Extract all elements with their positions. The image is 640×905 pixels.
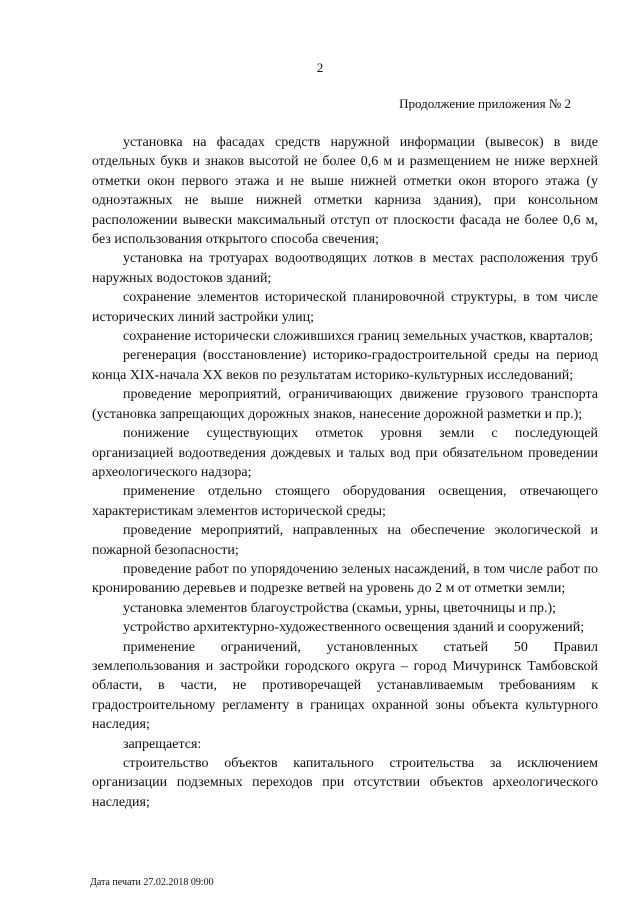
paragraph-2: установка на тротуарах водоотводящих лотков в местах расположения труб наружных водостоков зданий; [92,251,598,286]
document-body [92,133,598,812]
paragraph-6: проведение мероприятий, ограничивающих движение грузового транспорта (установка запрещающих дорожных знаков, нанесение дорожной разметки и пр.); [92,387,598,422]
appendix-continuation-label: Продолжение приложения № 2 [399,96,571,111]
paragraph-15: строительство объектов капитального строительства за исключением организации подземных переходов при отсутствии объектов археологического наследия; [92,756,598,810]
paragraph-14: запрещается: [123,736,202,752]
paragraph-8: применение отдельно стоящего оборудования освещения, отвечающего характеристикам элементов исторической среды; [92,484,598,519]
paragraph-3: сохранение элементов исторической планировочной структуры, в том числе исторических линий застройки улиц; [92,290,598,325]
paragraph-11: установка элементов благоустройства (скамьи, урны, цветочницы и пр.); [123,600,557,616]
paragraph-5: регенерация (восстановление) историко-градостроительной среды на период конца XIX-начала XX веков по результатам историко-культурных исследований; [92,348,598,383]
paragraph-10: проведение работ по упорядочению зеленых насаждений, в том числе работ по кронированию деревьев и подрезке ветвей на уровень до 2 м от отметки земли; [92,561,598,597]
paragraph-1: установка на фасадах средств наружной информации (вывесок) в виде отдельных букв и знаков высотой не более 0,6 м и размещением не ниже верхней отметки окон первого этажа и не выше нижней отметки окон второго этажа (у одноэтажных не выше нижней отметки карниза здания), при консольном расположении вывески максимальный отступ от плоскости фасада не более 0,6 м, без использования открытого способа свечения; [92,135,598,248]
paragraph-4: сохранение исторически сложившихся границ земельных участков, кварталов; [123,329,594,345]
page-number: 2 [316,60,324,75]
paragraph-13: применение ограничений, установленных статьей 50 Правил землепользования и застройки городского округа – город Мичуринск Тамбовской области, в части, не противоречащей устанавливаемым требованиям к градостроительному регламенту в границах охранной зоны объекта культурного наследия; [92,639,598,733]
paragraph-9: проведение мероприятий, направленных на обеспечение экологической и пожарной безопасности; [92,523,598,558]
print-date: Дата печати 27.02.2018 09:00 [90,877,214,888]
paragraph-7: понижение существующих отметок уровня земли с последующей организацией водоотведения дождевых и талых вод при обязательном проведении археологического надзора; [92,426,598,480]
paragraph-12: устройство архитектурно-художественного освещения зданий и сооружений; [123,620,585,636]
